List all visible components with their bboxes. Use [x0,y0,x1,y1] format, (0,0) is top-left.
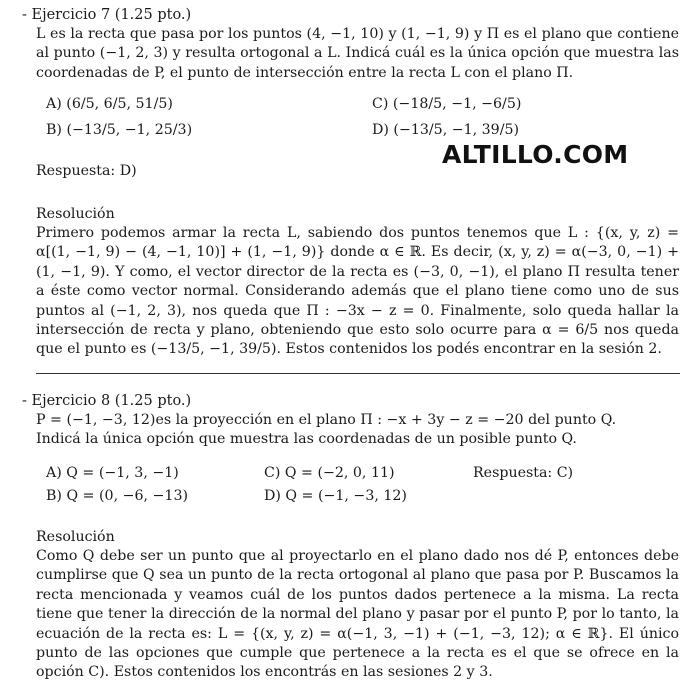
exercise-7-answer: Respuesta: D) [36,163,137,179]
exercise-8-heading: - Ejercicio 8 (1.25 pto.) [22,393,192,409]
exercise-8-resolution: Como Q debe ser un punto que al proyectarlo en el plano dado nos dé P, entonces debe cumplirse que Q sea un punto de la recta ortogonal al plano que pasa por P. Buscamos la recta mencionada y veamos cuál de los puntos dados pertenece a la misma. La recta tiene que tener la dirección de la normal del plano y pasar por el punto P, por lo tanto, la ecuación de la recta es: L = {(x, y, z) = α(−1, 3, −1) + (−1, −3, 12); α ∈ ℝ}. El único punto de las opciones que cumple que pertenece a la recta es el que se ofrece en la opción C). Estos contenidos los encontrás en las sesiones 2 y 3. [36,548,679,681]
exercise-7-option-b: B) (−13/5, −1, 25/3) [46,122,193,138]
exercise-7-resolution-title: Resolución [36,206,115,222]
exercise-7-option-c: C) (−18/5, −1, −6/5) [372,96,522,112]
exercise-7-statement: L es la recta que pasa por los puntos (4, −1, 10) y (1, −1, 9) y Π es el plano que contiene al punto (−1, 2, 3) y resulta ortogonal a L. Indicá cuál es la única opción que muestra las coordenadas de P, el punto de intersección entre la recta L con el plano Π. [36,26,679,81]
exercise-7-heading: - Ejercicio 7 (1.25 pto.) [22,7,192,23]
exercise-7-resolution: Primero podemos armar la recta L, sabiendo dos puntos tenemos que L : {(x, y, z) = α[(1, −1, 9) − (4, −1, 10)] + (1, −1, 9)} donde α ∈ ℝ. Es decir, (x, y, z) = α(−3, 0, −1) + (1, −1, 9). Y como, el vector director de la recta es (−3, 0, −1), el plano Π resulta tener a éste como vector normal. Considerando además que el plano tiene como uno de sus puntos al (−1, 2, 3), nos queda que Π : −3x − z = 0. Finalmente, solo queda hallar la intersección de recta y plano, obteniendo que esto solo ocurre para α = 6/5 nos queda que el punto es (−13/5, −1, 39/5). Estos contenidos los podés encontrar en la sesión 2. [36,225,679,358]
exercise-8-option-d: D) Q = (−1, −3, 12) [264,488,407,504]
exercise-8-option-b: B) Q = (0, −6, −13) [46,488,188,504]
exercise-7-option-a: A) (6/5, 6/5, 51/5) [46,96,173,112]
section-divider [36,373,680,374]
altillo-watermark: ALTILLO.COM [442,140,629,169]
exercise-8-statement-line1: P = (−1, −3, 12)es la proyección en el plano Π : −x + 3y − z = −20 del punto Q. [36,412,617,428]
exercise-8-answer: Respuesta: C) [473,465,574,481]
exercise-8-statement-line2: Indicá la única opción que muestra las coordenadas de un posible punto Q. [36,431,577,447]
exercise-8-option-c: C) Q = (−2, 0, 11) [264,465,395,481]
exercise-8-resolution-title: Resolución [36,529,115,545]
exercise-8-option-a: A) Q = (−1, 3, −1) [46,465,179,481]
exercise-7-option-d: D) (−13/5, −1, 39/5) [372,122,520,138]
